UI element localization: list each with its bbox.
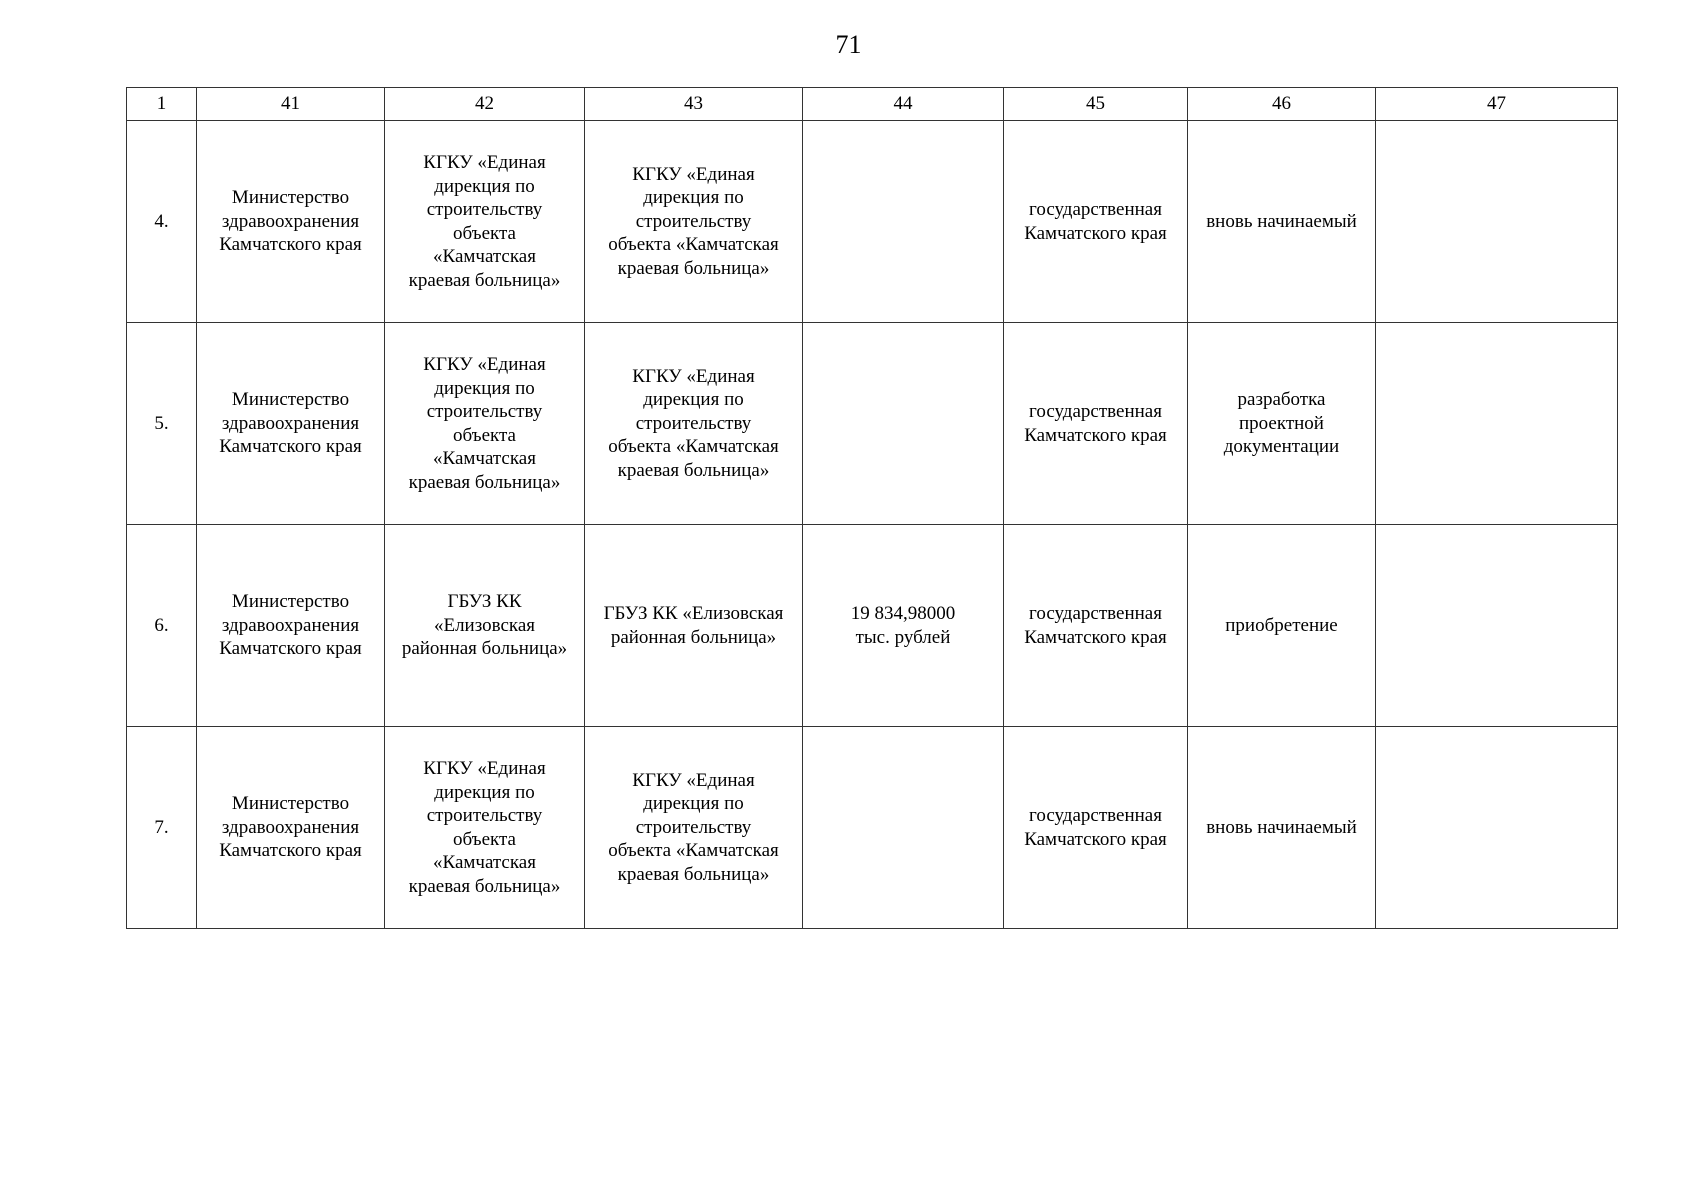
cell-43 [585, 727, 803, 929]
cell-43 [585, 525, 803, 727]
cell-41 [197, 525, 385, 727]
cell-44 [803, 121, 1004, 323]
row-number: 7. [154, 816, 169, 838]
column-header-46: 46 [1188, 88, 1376, 121]
column-header-42: 42 [385, 88, 585, 121]
cell-42-text: ГБУЗ КК «Елизовская районная больница» [401, 591, 568, 660]
cell-42 [385, 323, 585, 525]
cell-46-text: вновь начинаемый [1206, 210, 1357, 232]
cell-42-text: КГКУ «Единая дирекция по строительству объекта «Камчатская краевая больница» [408, 758, 561, 897]
cell-44-text: 19 834,98000 тыс. рублей [850, 603, 956, 648]
cell-47 [1376, 727, 1618, 929]
cell-41-text: Министерство здравоохранения Камчатского края [219, 591, 362, 660]
data-table [126, 87, 1618, 929]
cell-41-text: Министерство здравоохранения Камчатского края [219, 187, 362, 256]
row-number: 5. [154, 412, 169, 434]
column-header-47: 47 [1376, 88, 1618, 121]
cell-46 [1188, 121, 1376, 323]
cell-45-text: государственная Камчатского края [1024, 805, 1167, 850]
table-row [127, 121, 1618, 323]
cell-43 [585, 323, 803, 525]
cell-44 [803, 323, 1004, 525]
cell-43-text: КГКУ «Единая дирекция по строительству объекта «Камчатская краевая больница» [608, 769, 779, 885]
cell-42 [385, 727, 585, 929]
cell-47 [1376, 121, 1618, 323]
column-header-41: 41 [197, 88, 385, 121]
cell-47 [1376, 323, 1618, 525]
cell-46-text: приобретение [1225, 614, 1338, 636]
row-number-cell [127, 323, 197, 525]
cell-44 [803, 525, 1004, 727]
cell-45 [1004, 525, 1188, 727]
cell-43-text: КГКУ «Единая дирекция по строительству объекта «Камчатская краевая больница» [608, 365, 779, 481]
row-number-cell [127, 121, 197, 323]
cell-43-text: КГКУ «Единая дирекция по строительству объекта «Камчатская краевая больница» [608, 163, 779, 279]
cell-46-text: разработка проектной документации [1223, 389, 1340, 458]
cell-46 [1188, 727, 1376, 929]
header-row [127, 88, 1618, 121]
cell-47 [1376, 525, 1618, 727]
row-number: 4. [154, 210, 169, 232]
cell-45-text: государственная Камчатского края [1024, 603, 1167, 648]
row-number-cell [127, 525, 197, 727]
cell-43 [585, 121, 803, 323]
cell-41 [197, 323, 385, 525]
cell-46-text: вновь начинаемый [1206, 816, 1357, 838]
table-row [127, 525, 1618, 727]
column-header-45: 45 [1004, 88, 1188, 121]
cell-45 [1004, 323, 1188, 525]
cell-42-text: КГКУ «Единая дирекция по строительству объекта «Камчатская краевая больница» [408, 152, 561, 291]
column-header-44: 44 [803, 88, 1004, 121]
table-row [127, 727, 1618, 929]
cell-45-text: государственная Камчатского края [1024, 401, 1167, 446]
cell-45 [1004, 727, 1188, 929]
cell-45 [1004, 121, 1188, 323]
cell-41 [197, 727, 385, 929]
cell-41 [197, 121, 385, 323]
cell-43-text: ГБУЗ КК «Елизовская районная больница» [603, 603, 784, 648]
cell-45-text: государственная Камчатского края [1024, 199, 1167, 244]
row-number: 6. [154, 614, 169, 636]
cell-42 [385, 525, 585, 727]
cell-44 [803, 727, 1004, 929]
cell-41-text: Министерство здравоохранения Камчатского края [219, 389, 362, 458]
cell-42-text: КГКУ «Единая дирекция по строительству объекта «Камчатская краевая больница» [408, 354, 561, 493]
cell-42 [385, 121, 585, 323]
row-number-cell [127, 727, 197, 929]
page-number: 71 [835, 30, 862, 59]
cell-41-text: Министерство здравоохранения Камчатского края [219, 793, 362, 862]
column-header-43: 43 [585, 88, 803, 121]
cell-46 [1188, 525, 1376, 727]
table-row [127, 323, 1618, 525]
column-header-1: 1 [127, 88, 197, 121]
cell-46 [1188, 323, 1376, 525]
